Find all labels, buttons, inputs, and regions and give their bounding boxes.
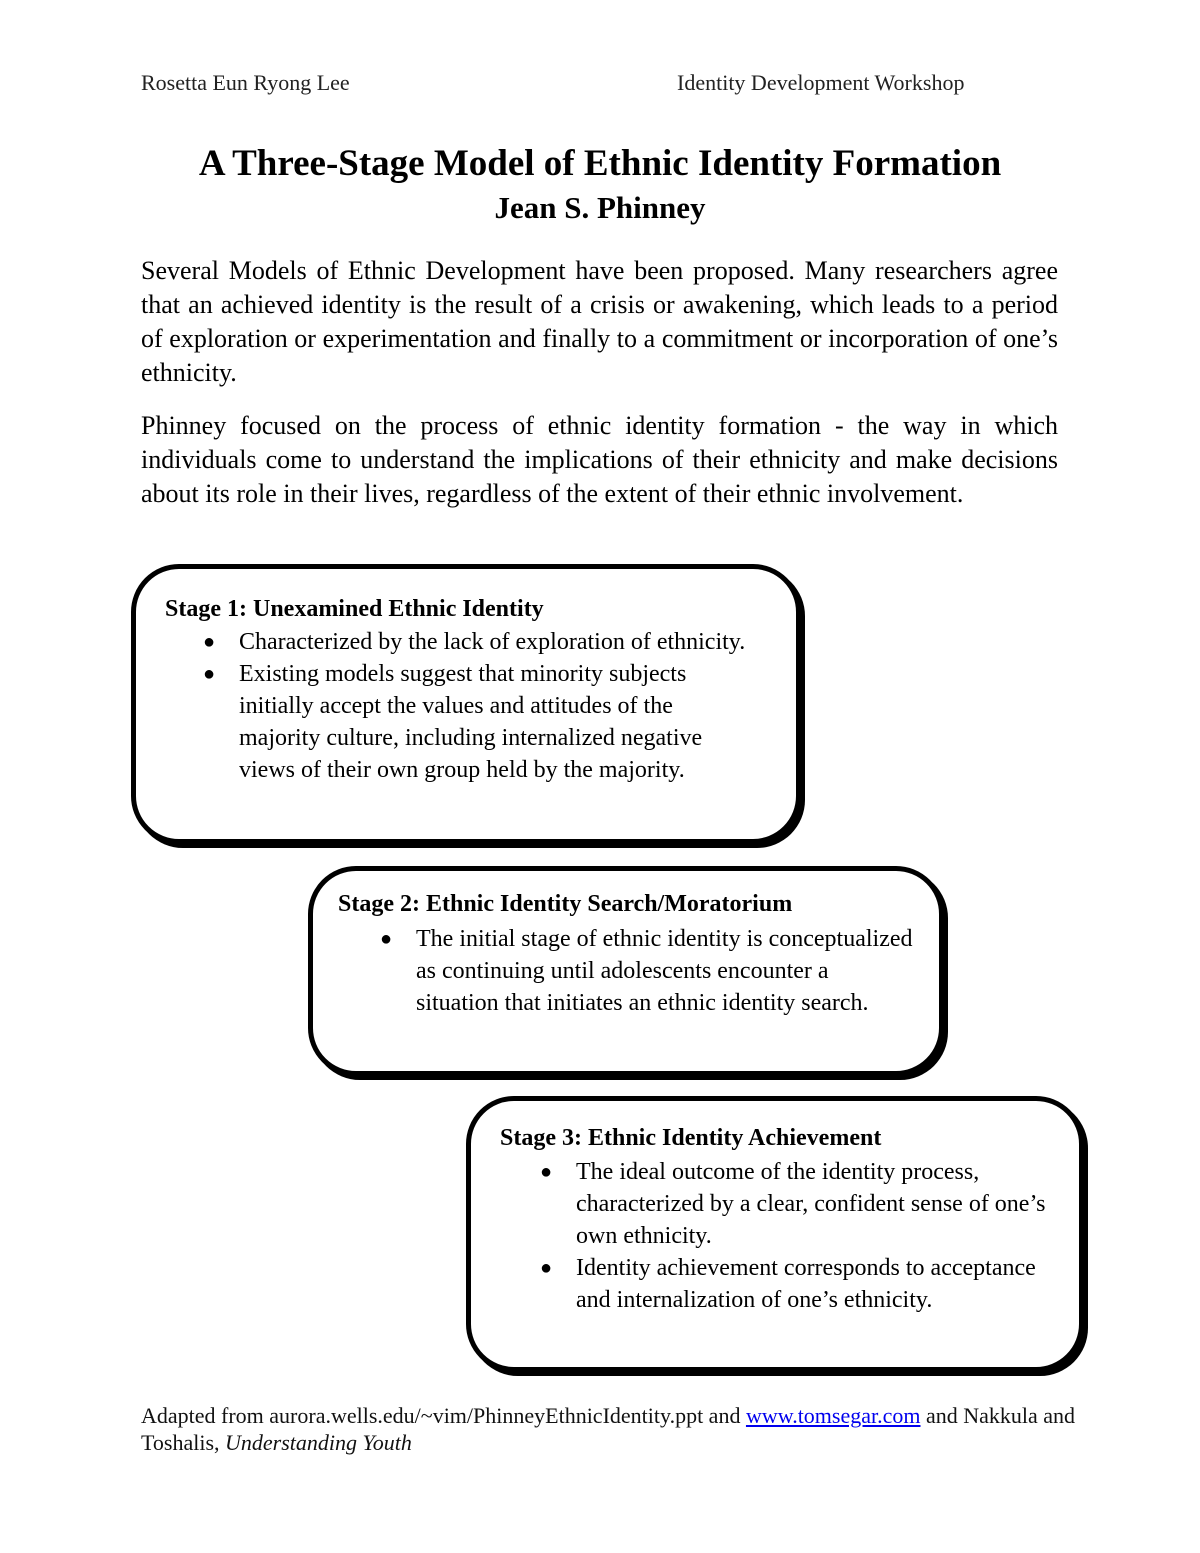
list-item [536,1156,1056,1252]
bullet-icon: ● [540,1257,553,1279]
list-item-text: Existing models suggest that minority subjects initially accept the values and attitudes of the majority culture, including internalized negative views of their own group held by the majority. [239,661,703,783]
header-workshop-title: Identity Development Workshop [677,70,965,95]
list-item [199,626,759,658]
list-item [536,1252,1056,1316]
footer-book-title: Understanding Youth [225,1430,412,1455]
list-item-text: Characterized by the lack of exploration of ethnicity. [239,629,746,655]
footer-link[interactable]: www.tomsegar.com [745,1403,921,1428]
header-author: Rosetta Eun Ryong Lee [141,70,350,95]
bullet-icon: ● [203,663,216,685]
footer-citation [141,1402,1101,1456]
list-item [376,923,916,1019]
stage-1-title: Stage 1: Unexamined Ethnic Identity [165,596,544,622]
footer-text-1: Adapted from aurora.wells.edu/~vim/PhinneyEthnicIdentity.ppt and [141,1403,746,1428]
intro-paragraph: Several Models of Ethnic Development have been proposed. Many researchers agree that an achieved identity is the result of a crisis or awakening, which leads to a period of exploration or experimentation and finally to a commitment or incorporation of one’s ethnicity. [141,256,1058,387]
stage-1-box [131,564,801,844]
footer-text-2: and Nakkula and Toshalis, [141,1403,1076,1455]
list-item-text: The ideal outcome of the identity process, characterized by a clear, confident sense of one’s own ethnicity. [576,1159,1046,1249]
list-item-text: Identity achievement corresponds to acceptance and internalization of one’s ethnicity. [576,1255,1036,1313]
focus-paragraph: Phinney focused on the process of ethnic identity formation - the way in which individuals come to understand the implications of their ethnicity and make decisions about its role in their lives, regardless of the extent of their ethnic involvement. [141,411,1058,508]
stage-3-list [536,1156,1056,1316]
list-item-text: The initial stage of ethnic identity is conceptualized as continuing until adolescents encounter a situation that initiates an ethnic identity search. [416,926,913,1016]
stage-1-list [199,626,759,786]
stage-2-list [376,923,916,1019]
page-title: A Three-Stage Model of Ethnic Identity Formation [198,143,1002,184]
stage-3-title: Stage 3: Ethnic Identity Achievement [500,1125,882,1151]
bullet-icon: ● [540,1161,553,1183]
bullet-icon: ● [380,928,393,950]
page-subtitle-author: Jean S. Phinney [494,190,706,225]
stage-2-box [308,866,944,1076]
stage-2-title: Stage 2: Ethnic Identity Search/Moratorium [338,891,793,917]
bullet-icon: ● [203,631,216,653]
list-item [199,658,759,786]
stage-3-box [466,1096,1084,1372]
